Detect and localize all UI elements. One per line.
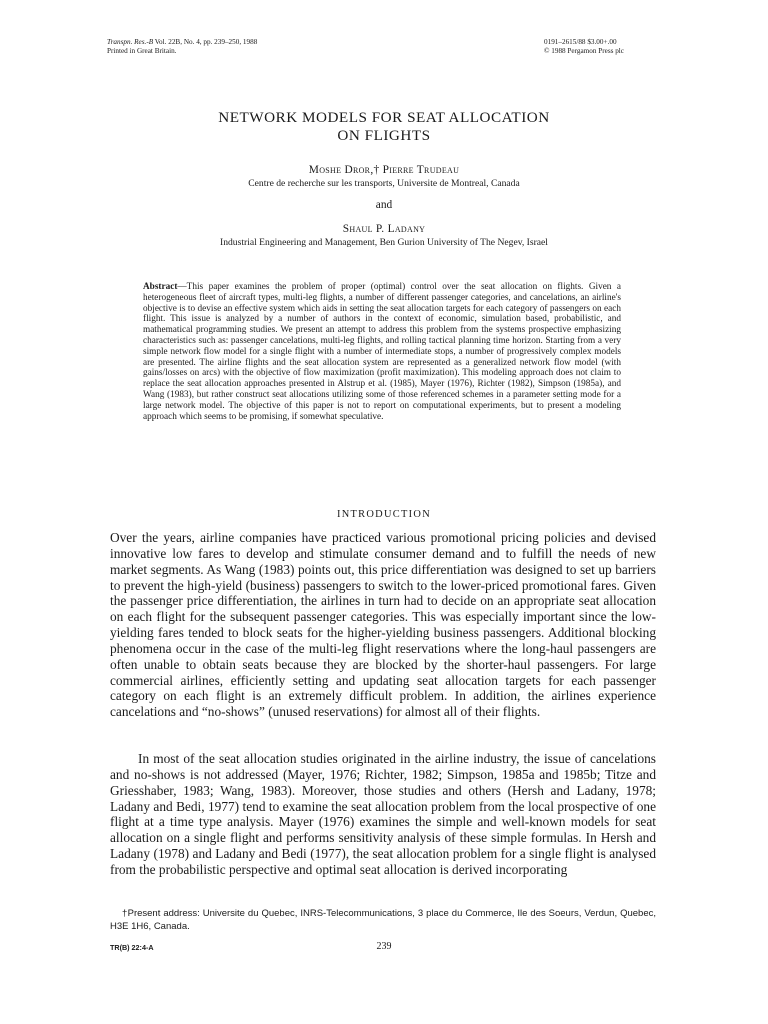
journal-header-right [544, 38, 624, 56]
paper-title [0, 109, 768, 145]
copyright: © 1988 Pergamon Press plc [544, 47, 624, 55]
issn-price: 0191–2615/88 $3.00+.00 [544, 38, 617, 46]
journal-header-left [107, 38, 257, 56]
secondary-author: Shaul P. Ladany [342, 223, 426, 235]
primary-authors: Moshe Dror,† Pierre Trudeau [308, 164, 460, 176]
author-conjunction: and [375, 199, 393, 211]
printed-location: Printed in Great Britain. [107, 47, 177, 55]
secondary-affiliation: Industrial Engineering and Management, Ben Gurion University of The Negev, Israel [220, 237, 548, 248]
page-number: 239 [376, 941, 392, 952]
abstract [143, 282, 621, 422]
journal-code: TR(B) 22:4-A [110, 943, 154, 952]
primary-affiliation: Centre de recherche sur les transports, Universite de Montreal, Canada [248, 178, 520, 189]
title-line-1: NETWORK MODELS FOR SEAT ALLOCATION [218, 109, 550, 126]
section-heading-introduction: INTRODUCTION [336, 509, 432, 520]
abstract-text: —This paper examines the problem of proper (optimal) control over the seat allocation on flights. Given a heterogeneous fleet of aircraft types, multi-leg flights, a number of different passenger categories, and cancelations, an airline's objective is to devise an effective system which aids in setting the seat allocation targets for each category of passengers on each flight. This issue is analyzed by a number of authors in the context of economic, simulation based, probabilistic, and mathematical programming studies. We present an attempt to address this problem from the systems prospective emphasizing characteristics such as: passenger cancelations, multi-leg flights, and rolling tactical planning time horizon. Starting from a very simple network flow model for a single flight with a number of intermediate stops, a number of progressively complex models are presented. The airline flights and the seat allocation system are represented as a generalized network flow model (with gains/losses on arcs) with the objective of flow maximization (profit maximization). This modeling approach does not claim to replace the seat allocation approaches presented in Alstrup et al. (1985), Mayer (1976), Richter (1982), Simpson (1985a), and Wang (1983), but rather construct seat allocations utilizing some of those referenced schemes in a parameter setting mode for a large network model. The objective of this paper is not to report on computational experiments, but to present a modeling approach which seems to be promising, if somewhat speculative. [143, 282, 621, 422]
body-paragraph-2: In most of the seat allocation studies originated in the airline industry, the issue of cancelations and no-shows is not addressed (Mayer, 1976; Richter, 1982; Simpson, 1985a and 1985b; Titze and Griesshaber, 1983; Wang, 1983). Moreover, those studies and others (Hersh and Ladany, 1978; Ladany and Bedi, 1977) tend to examine the seat allocation problem from the local prospective of one flight at a time type analysis. Mayer (1976) examines the simple and well-known models for seat allocation on a single flight and performs sensitivity analysis of these simple formulas. In Hersh and Ladany (1978) and Ladany and Bedi (1977), the seat allocation problem for a single flight is analysed from the probabilistic perspective and optimal seat allocation is derived incorporating [110, 751, 656, 877]
footnote: †Present address: Universite du Quebec, INRS-Telecommunications, 3 place du Commerce, Ile des Soeurs, Verdun, Quebec, H3E 1H6, Canada. [110, 908, 656, 932]
journal-citation: Vol. 22B, No. 4, pp. 239–250, 1988 [154, 38, 258, 46]
title-line-2: ON FLIGHTS [337, 127, 431, 144]
journal-name: Transpn. Res.-B [107, 38, 154, 46]
body-paragraph-1: Over the years, airline companies have practiced various promotional pricing policies and devised innovative low fares to develop and stimulate consumer demand and to fulfill the needs of new market segments. As Wang (1983) points out, this price differentiation was designed to set up barriers to prevent the high-yield (business) passengers to switch to the lower-priced promotional fares. Given the passenger price differentiation, the airlines in turn had to decide on an appropriate seat allocation on each flight for the subsequent passenger categories. This was especially important since the low-yielding fares tended to block seats for the higher-yielding business passengers. Additional blocking phenomena occur in the case of the multi-leg flight reservations where the long-haul passengers are often unable to obtain seats because they are blocked by the shorter-haul passengers. For large commercial airlines, efficiently setting and updating seat allocation targets for each passenger category on each flight is an extremely difficult problem. In addition, the airlines experience cancelations and “no-shows” (unused reservations) for almost all of their flights. [110, 530, 656, 720]
abstract-label: Abstract [143, 282, 178, 292]
